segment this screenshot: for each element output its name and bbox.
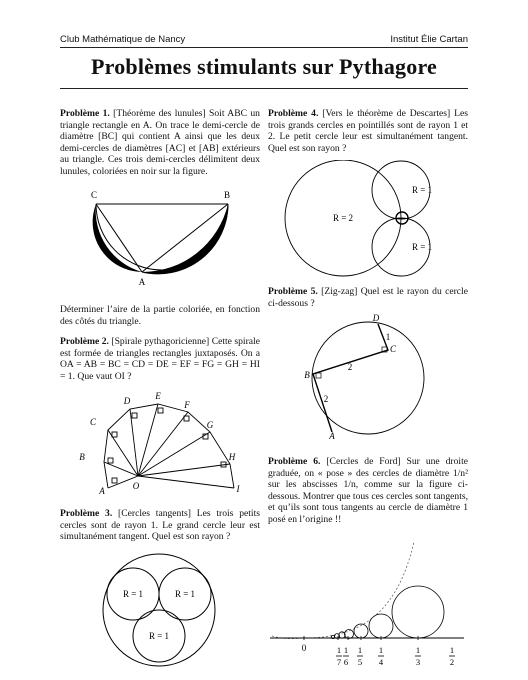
spiral-label-i: I xyxy=(236,484,240,494)
lunes-label-c: C xyxy=(90,190,98,200)
ford-label-1-5-den: 5 xyxy=(357,657,363,667)
page-title: Problèmes stimulants sur Pythagore xyxy=(91,54,437,79)
ford-label-1-5-num: 1 xyxy=(357,645,363,655)
spiral-label-c: C xyxy=(89,417,97,427)
ford-label-1-2-num: 1 xyxy=(449,645,455,655)
problem-3-text: [Cercles tangents] Les trois petits cercles sont de rayon 1. Le grand cercle leur est simultanément tangent. Quel est son rayon ? xyxy=(60,508,260,543)
descartes-figure xyxy=(282,160,448,278)
problem-1 xyxy=(60,108,260,178)
zigzag-label-c: C xyxy=(389,344,397,354)
header-right: Institut Élie Cartan xyxy=(390,34,468,45)
ford-label-1-6-den: 6 xyxy=(343,657,349,667)
problem-2-label: Problème 2. xyxy=(60,336,109,347)
zigzag-figure xyxy=(298,310,448,440)
ford-label-1-3-num: 1 xyxy=(415,645,421,655)
problem-6 xyxy=(268,456,468,526)
spiral-label-h: H xyxy=(228,452,236,462)
zigzag-label-d: D xyxy=(372,313,380,323)
spiral-label-e: E xyxy=(155,392,161,401)
problem-1-question: Déterminer l’aire de la partie coloriée, en fonction des côtés du triangle. xyxy=(60,304,260,327)
spiral-label-g: G xyxy=(206,420,214,430)
ford-label-1-7-num: 1 xyxy=(336,645,342,655)
spiral-label-b: B xyxy=(79,452,85,462)
lunes-label-b: B xyxy=(223,190,231,200)
problem-2-text: [Spirale pythagoricienne] Cette spirale est formée de triangles rectangles juxtaposés. On a OA = AB = BC = CD = DE = EF = FG = GH = HI = 1. Que vaut OI ? xyxy=(60,336,260,382)
problem-6-text: [Cercles de Ford] Sur une droite graduée, on « pose » des cercles de diamètre 1/n² sur les abscisses 1/n, comme sur la figure ci-dessous. Montrer que tous ces cercles sont tangents, et qu’ils sont tous tangents au cercle de diamètre 1 posé en l’origine !! xyxy=(268,456,468,525)
zigzag-label-2b: 2 xyxy=(323,394,329,404)
problem-3 xyxy=(60,508,260,543)
header-left: Club Mathématique de Nancy xyxy=(60,34,186,45)
tangent-label-1: R = 1 xyxy=(122,589,144,599)
descartes-label-big: R = 2 xyxy=(332,213,354,223)
tangent-label-2: R = 1 xyxy=(174,589,196,599)
zigzag-label-a: A xyxy=(329,431,335,440)
zigzag-label-b: B xyxy=(304,370,310,380)
problem-5-text: [Zig-zag] Quel est le rayon du cercle ci-dessous ? xyxy=(268,286,468,309)
header-rule xyxy=(60,47,468,48)
title-rule xyxy=(60,88,468,89)
tangent-circles-figure xyxy=(100,550,222,668)
tangent-label-3: R = 1 xyxy=(148,631,170,641)
ford-label-1-4-num: 1 xyxy=(378,645,384,655)
problem-3-label: Problème 3. xyxy=(60,508,113,519)
spiral-label-a: A xyxy=(99,486,105,496)
problem-2 xyxy=(60,336,260,382)
ford-label-1-2-den: 2 xyxy=(449,657,455,667)
problem-5-label: Problème 5. xyxy=(268,286,318,297)
problem-4-label: Problème 4. xyxy=(268,108,319,119)
zigzag-label-1: 1 xyxy=(385,332,391,342)
spiral-label-o: O xyxy=(132,481,140,491)
problem-4-text: [Vers le théorème de Descartes] Les trois grands cercles en pointillés sont de rayon 1 et 2. Le petit cercle leur est simultanément tangent. Quel est son rayon ? xyxy=(268,108,468,154)
ford-label-1-4-den: 4 xyxy=(378,657,384,667)
lunes-figure xyxy=(60,188,260,296)
descartes-label-bottom: R = 1 xyxy=(411,242,433,252)
ford-label-0: 0 xyxy=(301,643,307,653)
problem-4 xyxy=(268,108,468,154)
problem-1-label: Problème 1. xyxy=(60,108,110,119)
ford-label-1-6-num: 1 xyxy=(343,645,349,655)
zigzag-label-2a: 2 xyxy=(347,362,353,372)
spiral-label-f: F xyxy=(184,400,190,410)
ford-label-1-3-den: 3 xyxy=(415,657,421,667)
problem-1-text: [Théorème des lunules] Soit ABC un triangle rectangle en A. On trace le demi-cercle de diamètre [BC] qui contient A ainsi que les deux demi-cercles de diamètres [AC] et [AB] extérieurs au triangle. Ces trois demi-cercles délimitent deux lunules, coloriées en noir sur la figure. xyxy=(60,108,260,177)
descartes-label-top: R = 1 xyxy=(411,185,433,195)
spiral-figure xyxy=(60,392,260,500)
lunes-label-a: A xyxy=(138,277,146,287)
ford-circles-figure xyxy=(268,540,468,672)
ford-label-1-7-den: 7 xyxy=(336,657,342,667)
spiral-label-d: D xyxy=(123,396,131,406)
problem-6-label: Problème 6. xyxy=(268,456,321,467)
problem-5 xyxy=(268,286,468,309)
